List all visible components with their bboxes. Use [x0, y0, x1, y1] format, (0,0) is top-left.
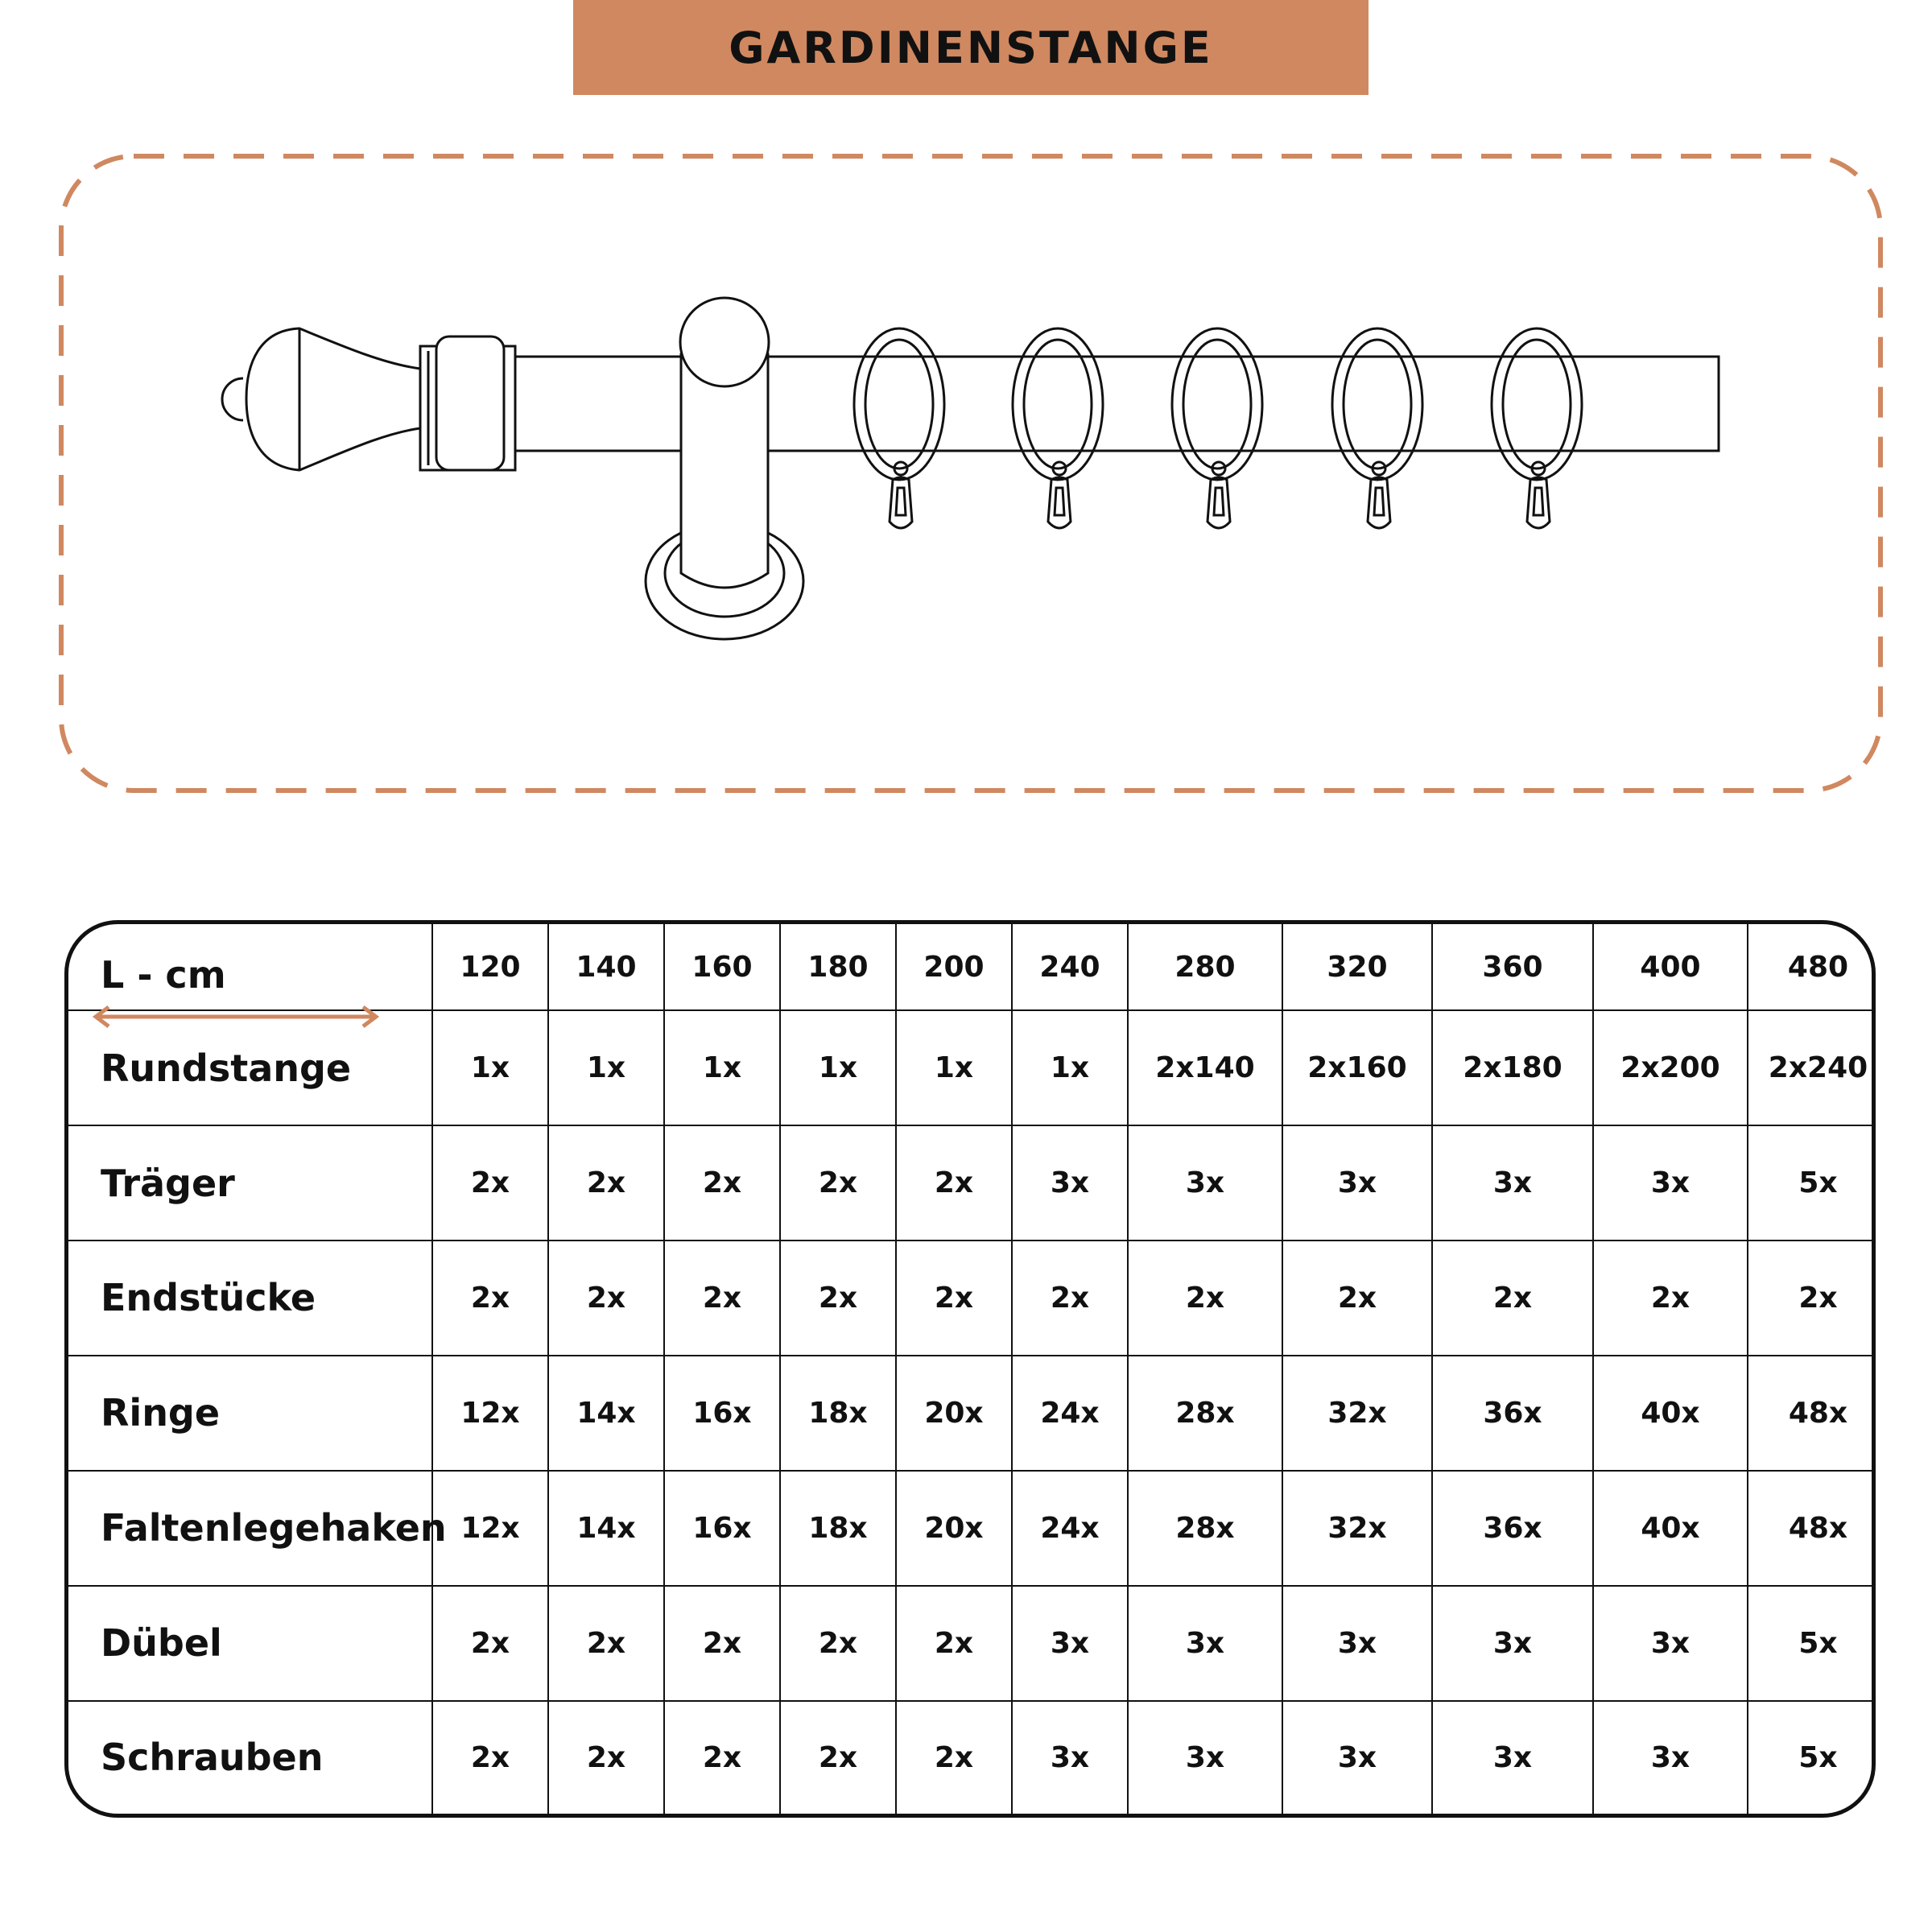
table-cell: 2x [664, 1586, 780, 1701]
table-cell: 3x [1128, 1586, 1282, 1701]
table-cell: 2x240 [1748, 1010, 1876, 1125]
length-header: 360 [1432, 924, 1593, 1010]
table-cell: 3x [1593, 1586, 1748, 1701]
table-cell: 2x [896, 1125, 1012, 1241]
table-cell: 1x [548, 1010, 664, 1125]
bracket-icon [646, 298, 803, 639]
length-header: 140 [548, 924, 664, 1010]
curtain-rod-illustration [0, 145, 1932, 805]
table-cell: 14x [548, 1471, 664, 1586]
table-cell: 3x [1282, 1701, 1432, 1814]
table-cell: 1x [780, 1010, 896, 1125]
table-cell: 3x [1593, 1125, 1748, 1241]
table-cell: 1x [432, 1010, 548, 1125]
row-label: Endstücke [68, 1241, 432, 1356]
table-cell: 32x [1282, 1356, 1432, 1471]
table-row [68, 1701, 1876, 1814]
table-row [68, 1125, 1876, 1241]
table-cell: 2x160 [1282, 1010, 1432, 1125]
table-row [68, 1356, 1876, 1471]
table-cell: 1x [1012, 1010, 1128, 1125]
length-header: 400 [1593, 924, 1748, 1010]
table-cell: 3x [1128, 1125, 1282, 1241]
table-cell: 2x [432, 1125, 548, 1241]
table-cell: 3x [1012, 1125, 1128, 1241]
table-row [68, 1241, 1876, 1356]
table-cell: 2x [780, 1701, 896, 1814]
table-cell: 2x [780, 1241, 896, 1356]
table-cell: 2x [1282, 1241, 1432, 1356]
table-cell: 2x [432, 1241, 548, 1356]
length-header: 200 [896, 924, 1012, 1010]
finial-icon [222, 328, 515, 470]
table-cell: 28x [1128, 1356, 1282, 1471]
table-cell: 16x [664, 1356, 780, 1471]
table-cell: 32x [1282, 1471, 1432, 1586]
table-cell: 12x [432, 1356, 548, 1471]
table-cell: 2x [548, 1586, 664, 1701]
length-header: 320 [1282, 924, 1432, 1010]
components-table [68, 924, 1876, 1814]
table-cell: 3x [1432, 1586, 1593, 1701]
table-cell: 40x [1593, 1356, 1748, 1471]
table-cell: 2x200 [1593, 1010, 1748, 1125]
length-header: 480 [1748, 924, 1876, 1010]
components-table-frame [64, 920, 1876, 1818]
table-cell: 20x [896, 1471, 1012, 1586]
table-header-row [68, 924, 1876, 1010]
glider-hook-icon [1368, 462, 1390, 528]
table-cell: 2x [548, 1125, 664, 1241]
length-header-cell [68, 924, 432, 1010]
table-cell: 3x [1128, 1701, 1282, 1814]
illustration-frame [61, 156, 1880, 791]
glider-hook-icon [890, 462, 912, 528]
table-cell: 36x [1432, 1356, 1593, 1471]
table-cell: 48x [1748, 1471, 1876, 1586]
table-cell: 2x [1593, 1241, 1748, 1356]
row-label: Faltenlegehaken [68, 1471, 432, 1586]
table-cell: 2x [664, 1701, 780, 1814]
table-row [68, 1471, 1876, 1586]
table-cell: 2x [664, 1125, 780, 1241]
table-cell: 40x [1593, 1471, 1748, 1586]
row-label: Schrauben [68, 1701, 432, 1814]
table-cell: 3x [1432, 1125, 1593, 1241]
table-cell: 3x [1012, 1701, 1128, 1814]
table-cell: 48x [1748, 1356, 1876, 1471]
table-cell: 2x [432, 1586, 548, 1701]
table-cell: 3x [1593, 1701, 1748, 1814]
table-cell: 3x [1282, 1125, 1432, 1241]
table-cell: 36x [1432, 1471, 1593, 1586]
table-cell: 2x [1748, 1241, 1876, 1356]
table-cell: 2x [780, 1586, 896, 1701]
table-cell: 2x [780, 1125, 896, 1241]
table-cell: 20x [896, 1356, 1012, 1471]
table-cell: 2x180 [1432, 1010, 1593, 1125]
page-title: GARDINENSTANGE [729, 22, 1213, 73]
table-cell: 2x [548, 1701, 664, 1814]
table-cell: 18x [780, 1356, 896, 1471]
row-label: Dübel [68, 1586, 432, 1701]
table-cell: 2x [548, 1241, 664, 1356]
row-label: Träger [68, 1125, 432, 1241]
table-cell: 2x [1128, 1241, 1282, 1356]
table-cell: 5x [1748, 1701, 1876, 1814]
length-header: 240 [1012, 924, 1128, 1010]
table-cell: 1x [664, 1010, 780, 1125]
table-cell: 2x140 [1128, 1010, 1282, 1125]
table-cell: 18x [780, 1471, 896, 1586]
glider-hook-icon [1527, 462, 1550, 528]
table-cell: 2x [896, 1241, 1012, 1356]
length-header: 280 [1128, 924, 1282, 1010]
table-cell: 2x [896, 1701, 1012, 1814]
row-label: Rundstange [68, 1010, 432, 1125]
table-cell: 24x [1012, 1471, 1128, 1586]
table-cell: 5x [1748, 1125, 1876, 1241]
table-cell: 2x [664, 1241, 780, 1356]
title-banner [573, 0, 1368, 95]
table-cell: 3x [1282, 1586, 1432, 1701]
table-cell: 12x [432, 1471, 548, 1586]
length-header: 180 [780, 924, 896, 1010]
table-cell: 16x [664, 1471, 780, 1586]
double-arrow-icon [91, 1005, 381, 1029]
table-cell: 3x [1012, 1586, 1128, 1701]
table-cell: 14x [548, 1356, 664, 1471]
length-header: 120 [432, 924, 548, 1010]
length-header-label: L - cm [101, 953, 226, 997]
glider-hook-icon [1208, 462, 1230, 528]
length-header: 160 [664, 924, 780, 1010]
table-cell: 2x [432, 1701, 548, 1814]
table-cell: 2x [1432, 1241, 1593, 1356]
row-label: Ringe [68, 1356, 432, 1471]
glider-hook-icon [1048, 462, 1071, 528]
table-cell: 2x [1012, 1241, 1128, 1356]
table-cell: 24x [1012, 1356, 1128, 1471]
table-cell: 1x [896, 1010, 1012, 1125]
table-cell: 2x [896, 1586, 1012, 1701]
table-cell: 3x [1432, 1701, 1593, 1814]
table-cell: 5x [1748, 1586, 1876, 1701]
table-row [68, 1586, 1876, 1701]
table-cell: 28x [1128, 1471, 1282, 1586]
